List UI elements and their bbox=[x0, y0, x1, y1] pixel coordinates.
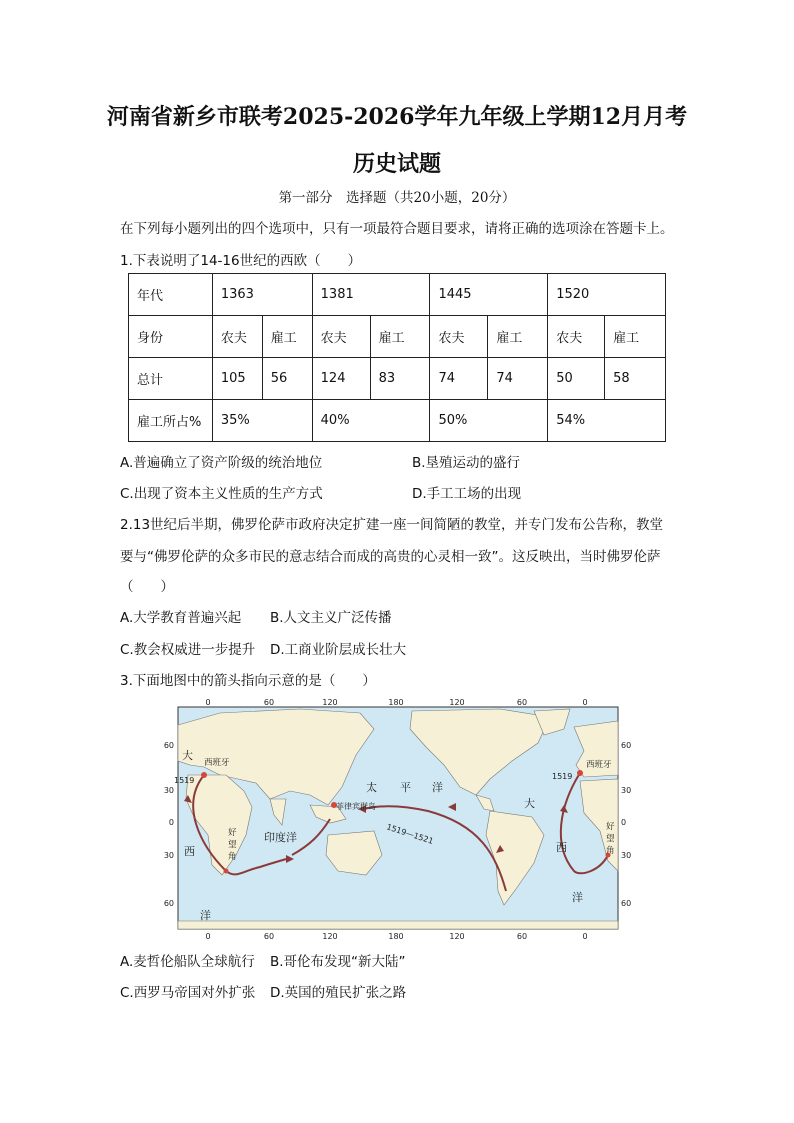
q3-option-d[interactable]: D.英国的殖民扩张之路 bbox=[270, 985, 407, 1001]
pacific-label-2: 平 bbox=[400, 781, 411, 794]
table-cell: 50% bbox=[430, 400, 548, 442]
q3-option-a[interactable]: A.麦哲伦船队全球航行 bbox=[120, 954, 255, 970]
tick-label: 0 bbox=[168, 818, 174, 827]
table-cell: 雇工所占% bbox=[129, 400, 213, 442]
left-ticks bbox=[164, 741, 174, 908]
q1-option-c[interactable]: C.出现了资本主义性质的生产方式 bbox=[120, 486, 323, 502]
table-cell: 总计 bbox=[129, 358, 213, 400]
spain-right-dot bbox=[577, 770, 583, 776]
table-cell: 雇工 bbox=[262, 316, 312, 358]
q3-option-b[interactable]: B.哥伦布发现“新大陆” bbox=[270, 954, 406, 970]
q1-option-b[interactable]: B.垦殖运动的盛行 bbox=[412, 455, 521, 471]
table-cell: 56 bbox=[262, 358, 312, 400]
table-cell: 83 bbox=[370, 358, 430, 400]
table-cell: 雇工 bbox=[488, 316, 548, 358]
cape-left-label-2: 望 bbox=[228, 840, 237, 850]
table-cell: 105 bbox=[212, 358, 262, 400]
table-cell: 农夫 bbox=[548, 316, 605, 358]
table-cell: 年代 bbox=[129, 274, 213, 316]
table-cell: 1520 bbox=[548, 274, 666, 316]
indian-ocean-label: 印度洋 bbox=[264, 831, 297, 844]
q2-stem-line2: 要与“佛罗伦萨的众多市民的意志结合而成的高贵的心灵相一致”。这反映出，当时佛罗伦萨 bbox=[120, 549, 661, 565]
tick-label: 0 bbox=[205, 698, 211, 707]
spain-left-label: 西班牙 bbox=[204, 758, 230, 768]
table-cell: 74 bbox=[488, 358, 548, 400]
year-right-label: 1519 bbox=[552, 772, 573, 781]
table-cell: 35% bbox=[212, 400, 312, 442]
right-ticks bbox=[621, 741, 631, 908]
q2-option-d[interactable]: D.工商业阶层成长壮大 bbox=[270, 642, 407, 658]
tick-label: 30 bbox=[621, 786, 632, 795]
tick-label: 30 bbox=[621, 851, 632, 860]
tick-label: 60 bbox=[263, 698, 275, 707]
cape-left-dot bbox=[224, 869, 229, 874]
table-cell: 雇工 bbox=[605, 316, 666, 358]
tick-label: 60 bbox=[516, 698, 528, 707]
world-map bbox=[160, 695, 632, 945]
spain-right-label: 西班牙 bbox=[586, 760, 612, 770]
table-cell: 农夫 bbox=[312, 316, 370, 358]
tick-label: 30 bbox=[163, 851, 174, 860]
cape-right-label-2: 望 bbox=[606, 834, 615, 844]
atlantic-right-label-1: 大 bbox=[524, 797, 535, 810]
tick-label: 0 bbox=[582, 932, 588, 941]
section-heading: 第一部分 选择题（共20小题，20分） bbox=[278, 190, 516, 206]
atlantic-right-label-3: 洋 bbox=[572, 891, 583, 904]
q1-option-a[interactable]: A.普遍确立了资产阶级的统治地位 bbox=[120, 455, 323, 471]
year-left-label: 1519 bbox=[174, 776, 195, 785]
q3-option-c[interactable]: C.西罗马帝国对外扩张 bbox=[120, 985, 256, 1001]
tick-label: 0 bbox=[205, 932, 211, 941]
route-years-label: 1519—1521 bbox=[385, 822, 435, 846]
cape-right-label-3: 角 bbox=[606, 846, 615, 856]
table-cell: 74 bbox=[430, 358, 488, 400]
tick-label: 120 bbox=[449, 932, 465, 941]
tick-label: 30 bbox=[163, 786, 174, 795]
page-subtitle: 历史试题 bbox=[352, 151, 441, 177]
top-ticks bbox=[205, 698, 587, 707]
q2-stem-line3: （ ） bbox=[120, 579, 174, 595]
tick-label: 60 bbox=[621, 899, 632, 908]
table-cell: 58 bbox=[605, 358, 666, 400]
instruction-text: 在下列每小题列出的四个选项中，只有一项最符合题目要求，请将正确的选项涂在答题卡上。 bbox=[120, 221, 674, 237]
q2-option-c[interactable]: C.教会权威进一步提升 bbox=[120, 642, 256, 658]
tick-label: 60 bbox=[163, 899, 174, 908]
pacific-label-3: 洋 bbox=[432, 781, 443, 794]
q1-data-table bbox=[128, 273, 666, 442]
philippines-label: 菲律宾群岛 bbox=[336, 802, 376, 811]
tick-label: 60 bbox=[516, 932, 528, 941]
atlantic-left-label-3: 洋 bbox=[200, 909, 211, 922]
tick-label: 120 bbox=[322, 698, 338, 707]
tick-label: 120 bbox=[322, 932, 338, 941]
q3-stem: 3.下面地图中的箭头指向示意的是（ ） bbox=[120, 673, 376, 689]
atlantic-left-label-2: 西 bbox=[184, 845, 195, 858]
atlantic-right-label-2: 西 bbox=[556, 841, 567, 854]
antarctica bbox=[178, 921, 618, 929]
table-row bbox=[129, 400, 666, 442]
table-cell: 雇工 bbox=[370, 316, 430, 358]
q1-stem: 1.下表说明了14-16世纪的西欧（ ） bbox=[120, 253, 362, 269]
table-cell: 40% bbox=[312, 400, 430, 442]
table-row bbox=[129, 274, 666, 316]
table-cell: 1445 bbox=[430, 274, 548, 316]
q2-option-a[interactable]: A.大学教育普遍兴起 bbox=[120, 610, 242, 626]
table-row bbox=[129, 316, 666, 358]
tick-label: 60 bbox=[163, 741, 174, 750]
tick-label: 0 bbox=[621, 818, 627, 827]
table-cell: 124 bbox=[312, 358, 370, 400]
table-row bbox=[129, 358, 666, 400]
table-cell: 1381 bbox=[312, 274, 430, 316]
spain-left-dot bbox=[201, 772, 207, 778]
bottom-ticks bbox=[205, 932, 587, 941]
pacific-label-1: 太 bbox=[366, 781, 377, 794]
cape-right-label-1: 好 bbox=[606, 822, 615, 832]
tick-label: 180 bbox=[388, 698, 404, 707]
q1-option-d[interactable]: D.手工工场的出现 bbox=[412, 486, 522, 502]
table-cell: 身份 bbox=[129, 316, 213, 358]
table-cell: 54% bbox=[548, 400, 666, 442]
q2-option-b[interactable]: B.人文主义广泛传播 bbox=[270, 610, 392, 626]
cape-left-label-1: 好 bbox=[228, 828, 237, 838]
cape-left-label-3: 角 bbox=[228, 852, 237, 862]
atlantic-left-label-1: 大 bbox=[182, 749, 193, 762]
q2-stem-line1: 2.13世纪后半期，佛罗伦萨市政府决定扩建一座一间简陋的教堂，并专门发布公告称，教堂 bbox=[120, 517, 664, 533]
table-cell: 农夫 bbox=[430, 316, 488, 358]
tick-label: 60 bbox=[263, 932, 275, 941]
table-cell: 1363 bbox=[212, 274, 312, 316]
page-title: 河南省新乡市联考2025-2026学年九年级上学期12月月考 bbox=[106, 104, 688, 130]
table-cell: 50 bbox=[548, 358, 605, 400]
tick-label: 180 bbox=[388, 932, 404, 941]
tick-label: 120 bbox=[449, 698, 465, 707]
table-cell: 农夫 bbox=[212, 316, 262, 358]
tick-label: 0 bbox=[582, 698, 588, 707]
tick-label: 60 bbox=[621, 741, 632, 750]
